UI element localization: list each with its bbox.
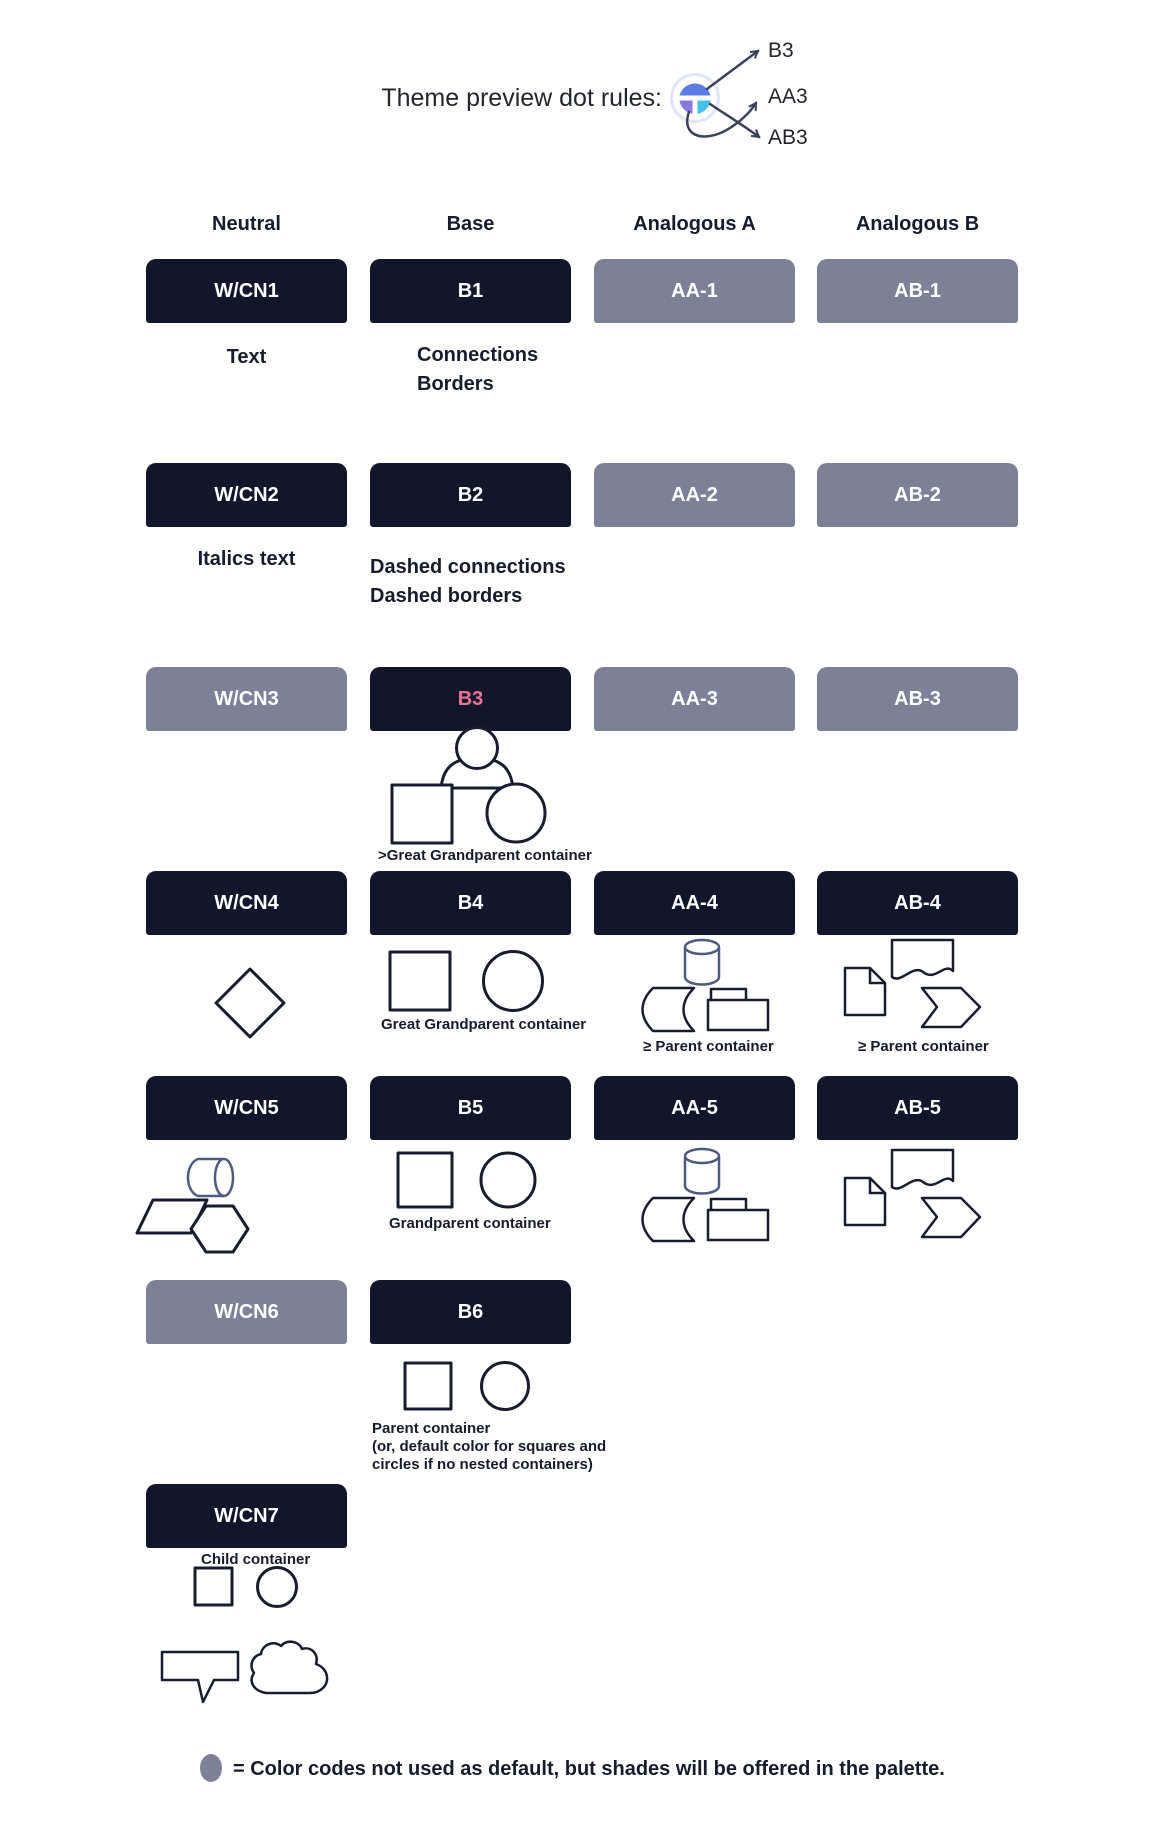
pill-b4: B4 — [370, 871, 571, 935]
pill-b2: B2 — [370, 463, 571, 527]
annotation-dashed: Dashed connections Dashed borders — [370, 556, 566, 607]
pill-ab1: AB-1 — [817, 259, 1018, 323]
caption-b5: Grandparent container — [389, 1215, 551, 1232]
annotation-italics-text: Italics text — [197, 548, 296, 570]
wcn7-shape-cluster — [162, 1568, 327, 1703]
circle-icon — [487, 784, 545, 842]
dot-rule-label-aa3: AA3 — [768, 85, 808, 108]
speech-bubble-icon — [162, 1652, 238, 1702]
cylinder-icon — [685, 1149, 719, 1194]
pill-b6: B6 — [370, 1280, 571, 1344]
pill-ab5: AB-5 — [817, 1076, 1018, 1140]
square-icon — [398, 1153, 452, 1207]
circle-icon — [484, 952, 543, 1011]
theme-preview-dot-icon — [672, 75, 719, 122]
column-header-neutral: Neutral — [212, 213, 281, 235]
b6-shape-cluster — [405, 1363, 529, 1410]
parallelogram-icon — [137, 1200, 207, 1233]
pill-aa5: AA-5 — [594, 1076, 795, 1140]
caption-wcn7: Child container — [201, 1551, 311, 1568]
aa4-shape-cluster — [643, 940, 769, 1031]
square-icon — [195, 1568, 232, 1605]
pill-wcn4: W/CN4 — [146, 871, 347, 935]
b3-shape-cluster — [392, 728, 545, 844]
chevron-arrow-icon — [922, 1198, 980, 1237]
caption-aa4: ≥ Parent container — [643, 1038, 774, 1055]
caption-b4: Great Grandparent container — [381, 1016, 587, 1033]
pill-ab2: AB-2 — [817, 463, 1018, 527]
pill-b3: B3 — [370, 667, 571, 731]
folder-icon — [708, 989, 768, 1030]
caption-b3: >Great Grandparent container — [378, 847, 592, 864]
pill-wcn1: W/CN1 — [146, 259, 347, 323]
dot-rule-label-ab3: AB3 — [768, 126, 808, 149]
dot-rule-label-b3: B3 — [768, 39, 794, 62]
b4-shape-cluster — [390, 952, 543, 1011]
hexagon-icon — [191, 1206, 248, 1252]
page-title: Theme preview dot rules: — [381, 84, 662, 112]
dot-rule-arrows — [687, 51, 759, 137]
stored-data-icon — [643, 1198, 695, 1241]
circle-icon — [482, 1363, 529, 1410]
cloud-icon — [252, 1642, 328, 1693]
ab4-shape-cluster — [845, 940, 980, 1027]
annotation-text: Text — [226, 346, 267, 368]
pill-aa1: AA-1 — [594, 259, 795, 323]
column-header-analogous-b: Analogous B — [855, 213, 980, 235]
stored-data-icon — [643, 988, 695, 1031]
column-header-base: Base — [446, 213, 495, 235]
wavy-document-icon — [892, 940, 953, 979]
pill-ab3: AB-3 — [817, 667, 1018, 731]
ab5-shape-cluster — [845, 1150, 980, 1237]
caption-ab4: ≥ Parent container — [858, 1038, 989, 1055]
pill-ab4: AB-4 — [817, 871, 1018, 935]
pill-wcn2: W/CN2 — [146, 463, 347, 527]
annotation-connections-borders: Connections Borders — [417, 344, 539, 395]
circle-icon — [258, 1568, 297, 1607]
cylinder-icon — [685, 940, 719, 985]
pill-b5: B5 — [370, 1076, 571, 1140]
document-icon — [845, 968, 885, 1015]
square-icon — [390, 952, 450, 1010]
wcn5-shape-cluster — [137, 1159, 248, 1252]
pill-wcn6: W/CN6 — [146, 1280, 347, 1344]
pill-wcn7: W/CN7 — [146, 1484, 347, 1548]
aa5-shape-cluster — [643, 1149, 769, 1241]
chevron-arrow-icon — [922, 988, 980, 1027]
pill-b1: B1 — [370, 259, 571, 323]
legend-dot — [200, 1754, 222, 1782]
folder-icon — [708, 1199, 768, 1240]
circle-icon — [481, 1153, 535, 1207]
pill-aa2: AA-2 — [594, 463, 795, 527]
person-icon — [441, 728, 513, 789]
horizontal-cylinder-icon — [188, 1159, 233, 1196]
column-header-analogous-a: Analogous A — [633, 213, 756, 235]
pill-wcn3: W/CN3 — [146, 667, 347, 731]
legend-note: = Color codes not used as default, but shades will be offered in the palette. — [233, 1758, 945, 1780]
diamond-icon — [216, 969, 284, 1037]
pill-aa3: AA-3 — [594, 667, 795, 731]
document-icon — [845, 1178, 885, 1225]
pill-aa4: AA-4 — [594, 871, 795, 935]
pill-wcn5: W/CN5 — [146, 1076, 347, 1140]
square-icon — [392, 785, 452, 843]
wavy-document-icon — [892, 1150, 953, 1189]
square-icon — [405, 1363, 451, 1409]
caption-b6: Parent container (or, default color for squares and circles if no nested containers) — [372, 1420, 607, 1473]
b5-shape-cluster — [398, 1153, 535, 1207]
